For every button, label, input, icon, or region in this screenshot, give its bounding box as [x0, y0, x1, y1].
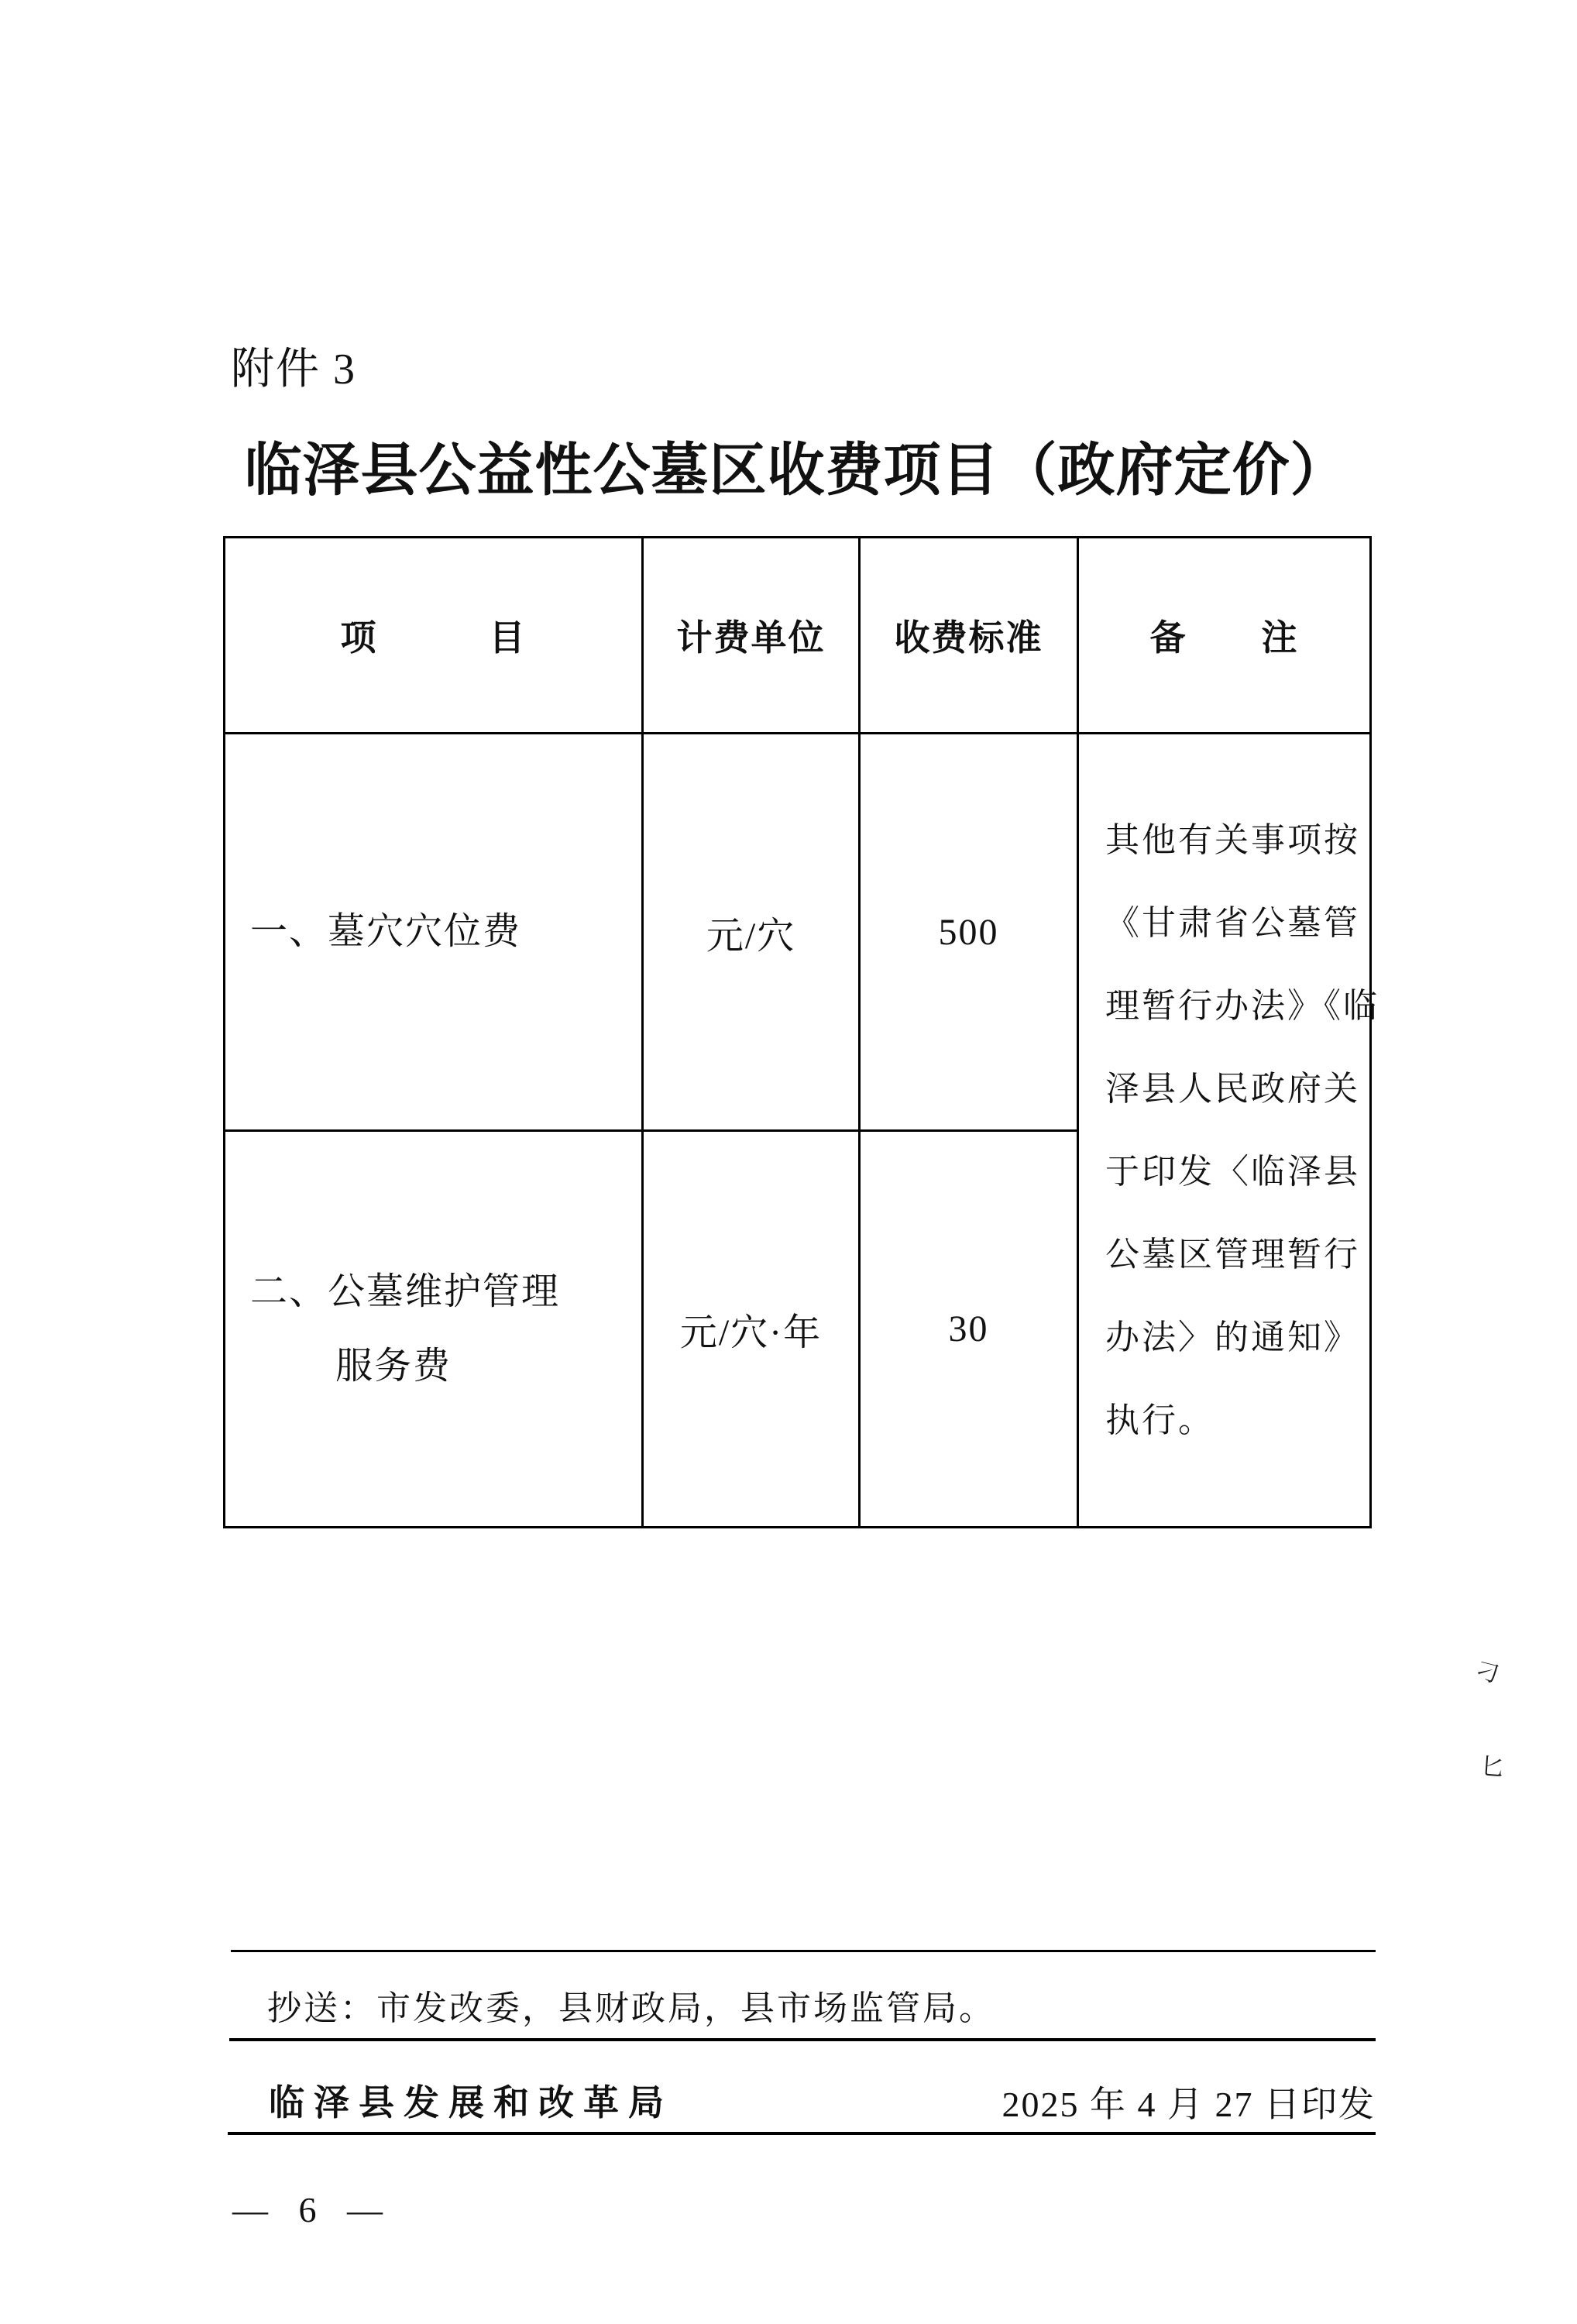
footer-divider-top [231, 1950, 1376, 1952]
table-header-row [225, 538, 1371, 734]
item-text-line1: 二、公墓维护管理 [250, 1270, 561, 1312]
issue-date: 2025 年 4 月 27 日印发 [1002, 2085, 1376, 2124]
column-header-item: 项 目 [225, 538, 643, 734]
cc-line: 抄送：市发改委，县财政局，县市场监管局。 [267, 1989, 995, 2027]
item-cell-grave-fee [225, 734, 643, 1131]
remark-line: 理暂行办法》《临 [1105, 987, 1379, 1025]
standard-cell: 30 [860, 1131, 1078, 1528]
issuing-agency: 临泽县发展和改革局 [269, 2083, 673, 2123]
unit-cell: 元/穴 [643, 734, 860, 1131]
footer-divider-middle [229, 2038, 1376, 2041]
table-row [225, 734, 1371, 1131]
item-cell-maintenance-fee [225, 1131, 643, 1528]
column-header-unit: 计费单位 [643, 538, 860, 734]
remark-line: 执行。 [1105, 1401, 1215, 1439]
fee-table [223, 536, 1379, 1528]
margin-scan-mark: 匕 [1479, 1753, 1505, 1781]
remark-line: 《甘肃省公墓管 [1105, 904, 1360, 942]
remark-line: 办法〉的通知》 [1105, 1318, 1360, 1356]
attachment-label: 附件 3 [231, 346, 356, 394]
remark-line: 公墓区管理暂行 [1105, 1236, 1360, 1274]
column-header-remark: 备 注 [1078, 538, 1371, 734]
remark-line: 于印发〈临泽县 [1105, 1153, 1360, 1191]
remark-line: 其他有关事项按 [1105, 821, 1360, 859]
remark-line: 泽县人民政府关 [1105, 1070, 1360, 1108]
remark-cell [1078, 734, 1379, 1528]
unit-cell: 元/穴·年 [643, 1131, 860, 1528]
page-number: — 6 — [232, 2190, 393, 2229]
footer-divider-bottom [228, 2132, 1376, 2135]
item-text-line2: 服务费 [335, 1345, 452, 1387]
margin-scan-mark: 刁 [1472, 1657, 1502, 1689]
item-text: 一、墓穴穴位费 [250, 911, 522, 952]
standard-cell: 500 [860, 734, 1078, 1131]
page-title: 临泽县公益性公墓区收费项目（政府定价） [244, 438, 1349, 502]
column-header-standard: 收费标准 [860, 538, 1078, 734]
